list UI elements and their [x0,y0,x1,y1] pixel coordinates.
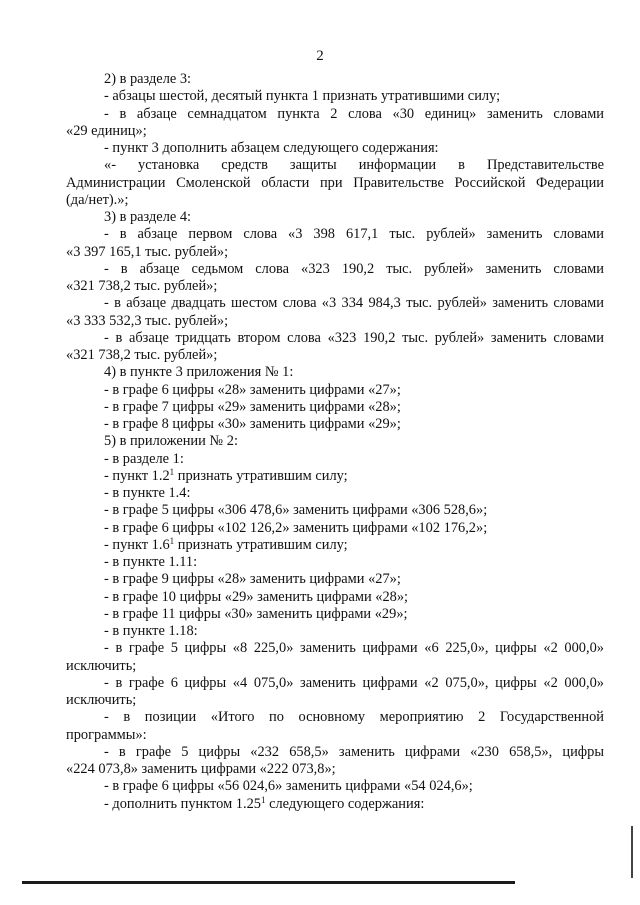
text-line: - в абзаце седьмом слова «323 190,2 тыс. рублей» заменить словами [104,260,604,277]
text-line [66,537,604,554]
text-line: Администрации Смоленской области при Правительстве Российской Федерации [66,174,604,191]
text-line: исключить; [66,657,137,674]
text-fragment: признать утратившим силу; [174,536,348,553]
text-line: - в графе 6 цифры «56 024,6» заменить цифрами «54 024,6»; [104,778,473,795]
text-line: - в графе 5 цифры «232 658,5» заменить цифрами «230 658,5», цифры [104,743,604,760]
text-line: - в пункте 1.11: [104,554,198,570]
document-body [66,71,604,813]
page-number: 2 [316,48,324,64]
superscript: 1 [169,535,175,546]
superscript: 1 [260,794,266,805]
text-line: «3 333 532,3 тыс. рублей»; [66,312,229,329]
text-line: - в пункте 1.4: [104,485,191,501]
text-line: 4) в пункте 3 приложения № 1: [104,364,294,381]
text-line: программы»: [66,726,147,743]
text-fragment: - дополнить пунктом 1.25 [104,795,261,812]
text-line: - абзацы шестой, десятый пункта 1 признать утратившими силу; [104,88,501,105]
text-line: - в абзаце двадцать шестом слова «3 334 984,3 тыс. рублей» заменить словами [104,295,604,312]
text-fragment: - пункт 1.2 [104,467,170,484]
text-line: 5) в приложении № 2: [104,433,238,450]
text-line: исключить; [66,692,137,708]
edge-mark [631,826,633,878]
text-line: 2) в разделе 3: [104,71,192,87]
text-line: - в позиции «Итого по основному мероприятию 2 Государственной [104,709,604,726]
text-fragment: - пункт 1.6 [104,536,170,553]
superscript: 1 [169,466,175,477]
text-line [66,796,604,813]
text-line: «- установка средств защиты информации в Представительстве [104,157,604,174]
text-line: (да/нет).»; [66,191,129,208]
text-line: - в графе 7 цифры «29» заменить цифрами «28»; [104,398,401,415]
text-line: - пункт 3 дополнить абзацем следующего содержания: [104,140,439,156]
text-line: - в графе 6 цифры «102 126,2» заменить цифрами «102 176,2»; [104,519,488,536]
text-line: «29 единиц»; [66,122,147,139]
text-line: - в графе 11 цифры «30» заменить цифрами «29»; [104,605,408,622]
text-line: - в графе 6 цифры «28» заменить цифрами «27»; [104,381,401,398]
text-line: - в графе 5 цифры «306 478,6» заменить цифрами «306 528,6»; [104,502,488,519]
text-line: «224 073,8» заменить цифрами «222 073,8»; [66,761,336,777]
text-line: - в графе 8 цифры «30» заменить цифрами «29»; [104,416,401,432]
text-line: «321 738,2 тыс. рублей»; [66,347,218,363]
text-line [66,468,604,485]
text-line: - в абзаце тридцать втором слова «323 190,2 тыс. рублей» заменить словами [104,329,604,346]
text-line: - в пункте 1.18: [104,623,198,639]
text-line: - в графе 9 цифры «28» заменить цифрами «27»; [104,571,401,588]
text-line: - в абзаце семнадцатом пункта 2 слова «30 единиц» заменить словами [104,105,604,122]
text-line: - в разделе 1: [104,450,184,467]
text-fragment: признать утратившим силу; [174,467,348,484]
text-line: - в графе 5 цифры «8 225,0» заменить цифрами «6 225,0», цифры «2 000,0» [104,640,604,657]
text-line: «3 397 165,1 тыс. рублей»; [66,243,229,260]
text-line: 3) в разделе 4: [104,209,192,225]
text-fragment: следующего содержания: [265,795,425,812]
text-line: - в абзаце первом слова «3 398 617,1 тыс. рублей» заменить словами [104,226,604,243]
text-line: «321 738,2 тыс. рублей»; [66,278,218,294]
footer-rule [22,881,515,884]
text-line: - в графе 6 цифры «4 075,0» заменить цифрами «2 075,0», цифры «2 000,0» [104,674,604,691]
text-line: - в графе 10 цифры «29» заменить цифрами «28»; [104,588,409,605]
